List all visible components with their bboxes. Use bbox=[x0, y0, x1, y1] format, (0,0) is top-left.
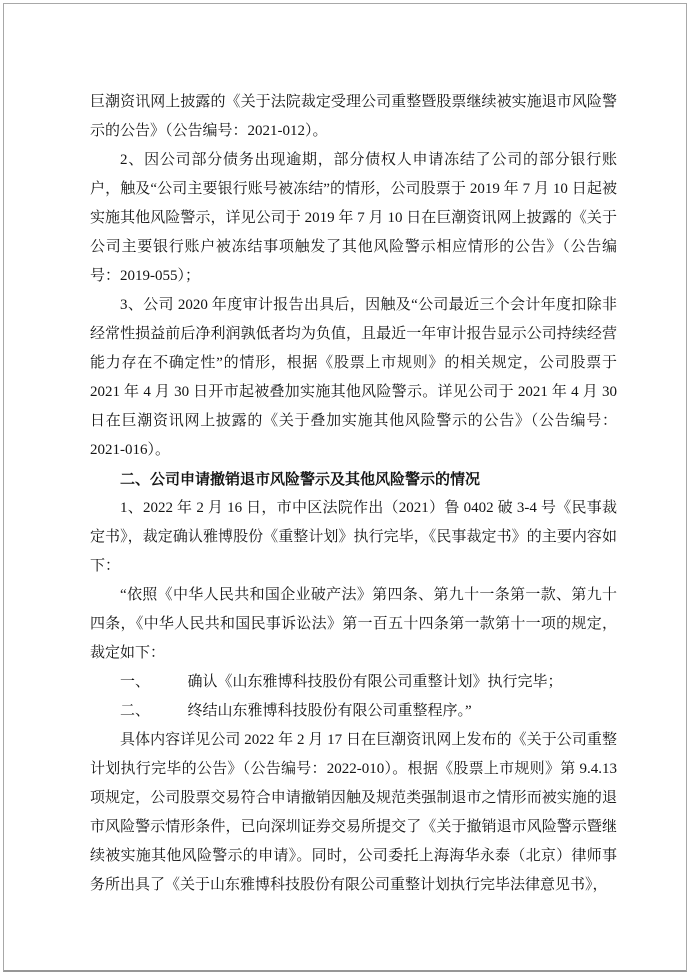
paragraph-continuation: 巨潮资讯网上披露的《关于法院裁定受理公司重整暨股票继续被实施退市风险警示的公告》（公告编号：2021-012）。 bbox=[90, 94, 617, 139]
paragraph-quote-intro: “依照《中华人民共和国企业破产法》第四条、第九十一条第一款、第九十四条，《中华人民共和国民事诉讼法》第一百五十四条第一款第十一项的规定，裁定如下： bbox=[90, 587, 617, 661]
paragraph-item-2: 2、因公司部分债务出现逾期，部分债权人申请冻结了公司的部分银行账户，触及“公司主要银行账号被冻结”的情形，公司股票于 2019 年 7 月 10 日起被实施其他风险警示，详见公司于 2019 年 7 月 10 日在巨潮资讯网上披露的《关于公司主要银行账户被冻结事项触发了其他风险警示相应情形的公告》（公告编号：2019-055）； bbox=[90, 152, 617, 284]
paragraph-item-3: 3、公司 2020 年度审计报告出具后，因触及“公司最近三个会计年度扣除非经常性损益前后净利润孰低者均为负值，且最近一年审计报告显示公司持续经营能力存在不确定性”的情形，根据《股票上市规则》的相关规定，公司股票于 2021 年 4 月 30 日开市起被叠加实施其他风险警示。详见公司于 2021 年 4 月 30 日在巨潮资讯网上披露的《关于叠加实施其他风险警示的公告》（公告编号：2021-016）。 bbox=[90, 297, 617, 458]
ruling-list-item-2: 二、 终结山东雅博科技股份有限公司重整程序。” bbox=[120, 703, 472, 719]
ruling-list-item-1: 一、 确认《山东雅博科技股份有限公司重整计划》执行完毕； bbox=[120, 674, 563, 690]
paragraph-item-1: 1、2022 年 2 月 16 日，市中区法院作出（2021）鲁 0402 破 3-4 号《民事裁定书》，裁定确认雅博股份《重整计划》执行完毕，《民事裁定书》的主要内容如下： bbox=[90, 500, 617, 574]
document-body bbox=[90, 88, 617, 900]
section-heading: 二、公司申请撤销退市风险警示及其他风险警示的情况 bbox=[120, 471, 481, 488]
paragraph-details: 具体内容详见公司 2022 年 2 月 17 日在巨潮资讯网上发布的《关于公司重整计划执行完毕的公告》（公告编号：2022-010）。根据《股票上市规则》第 9.4.13 项规定，公司股票交易符合申请撤销因触及规范类强制退市之情形而被实施的退市风险警示情形条件，已向深圳证券交易所提交了《关于撤销退市风险警示暨继续被实施其他风险警示的申请》。同时，公司委托上海海华永泰（北京）律师事务所出具了《关于山东雅博科技股份有限公司重整计划执行完毕法律意见书》， bbox=[90, 732, 617, 893]
document-page bbox=[3, 3, 687, 972]
